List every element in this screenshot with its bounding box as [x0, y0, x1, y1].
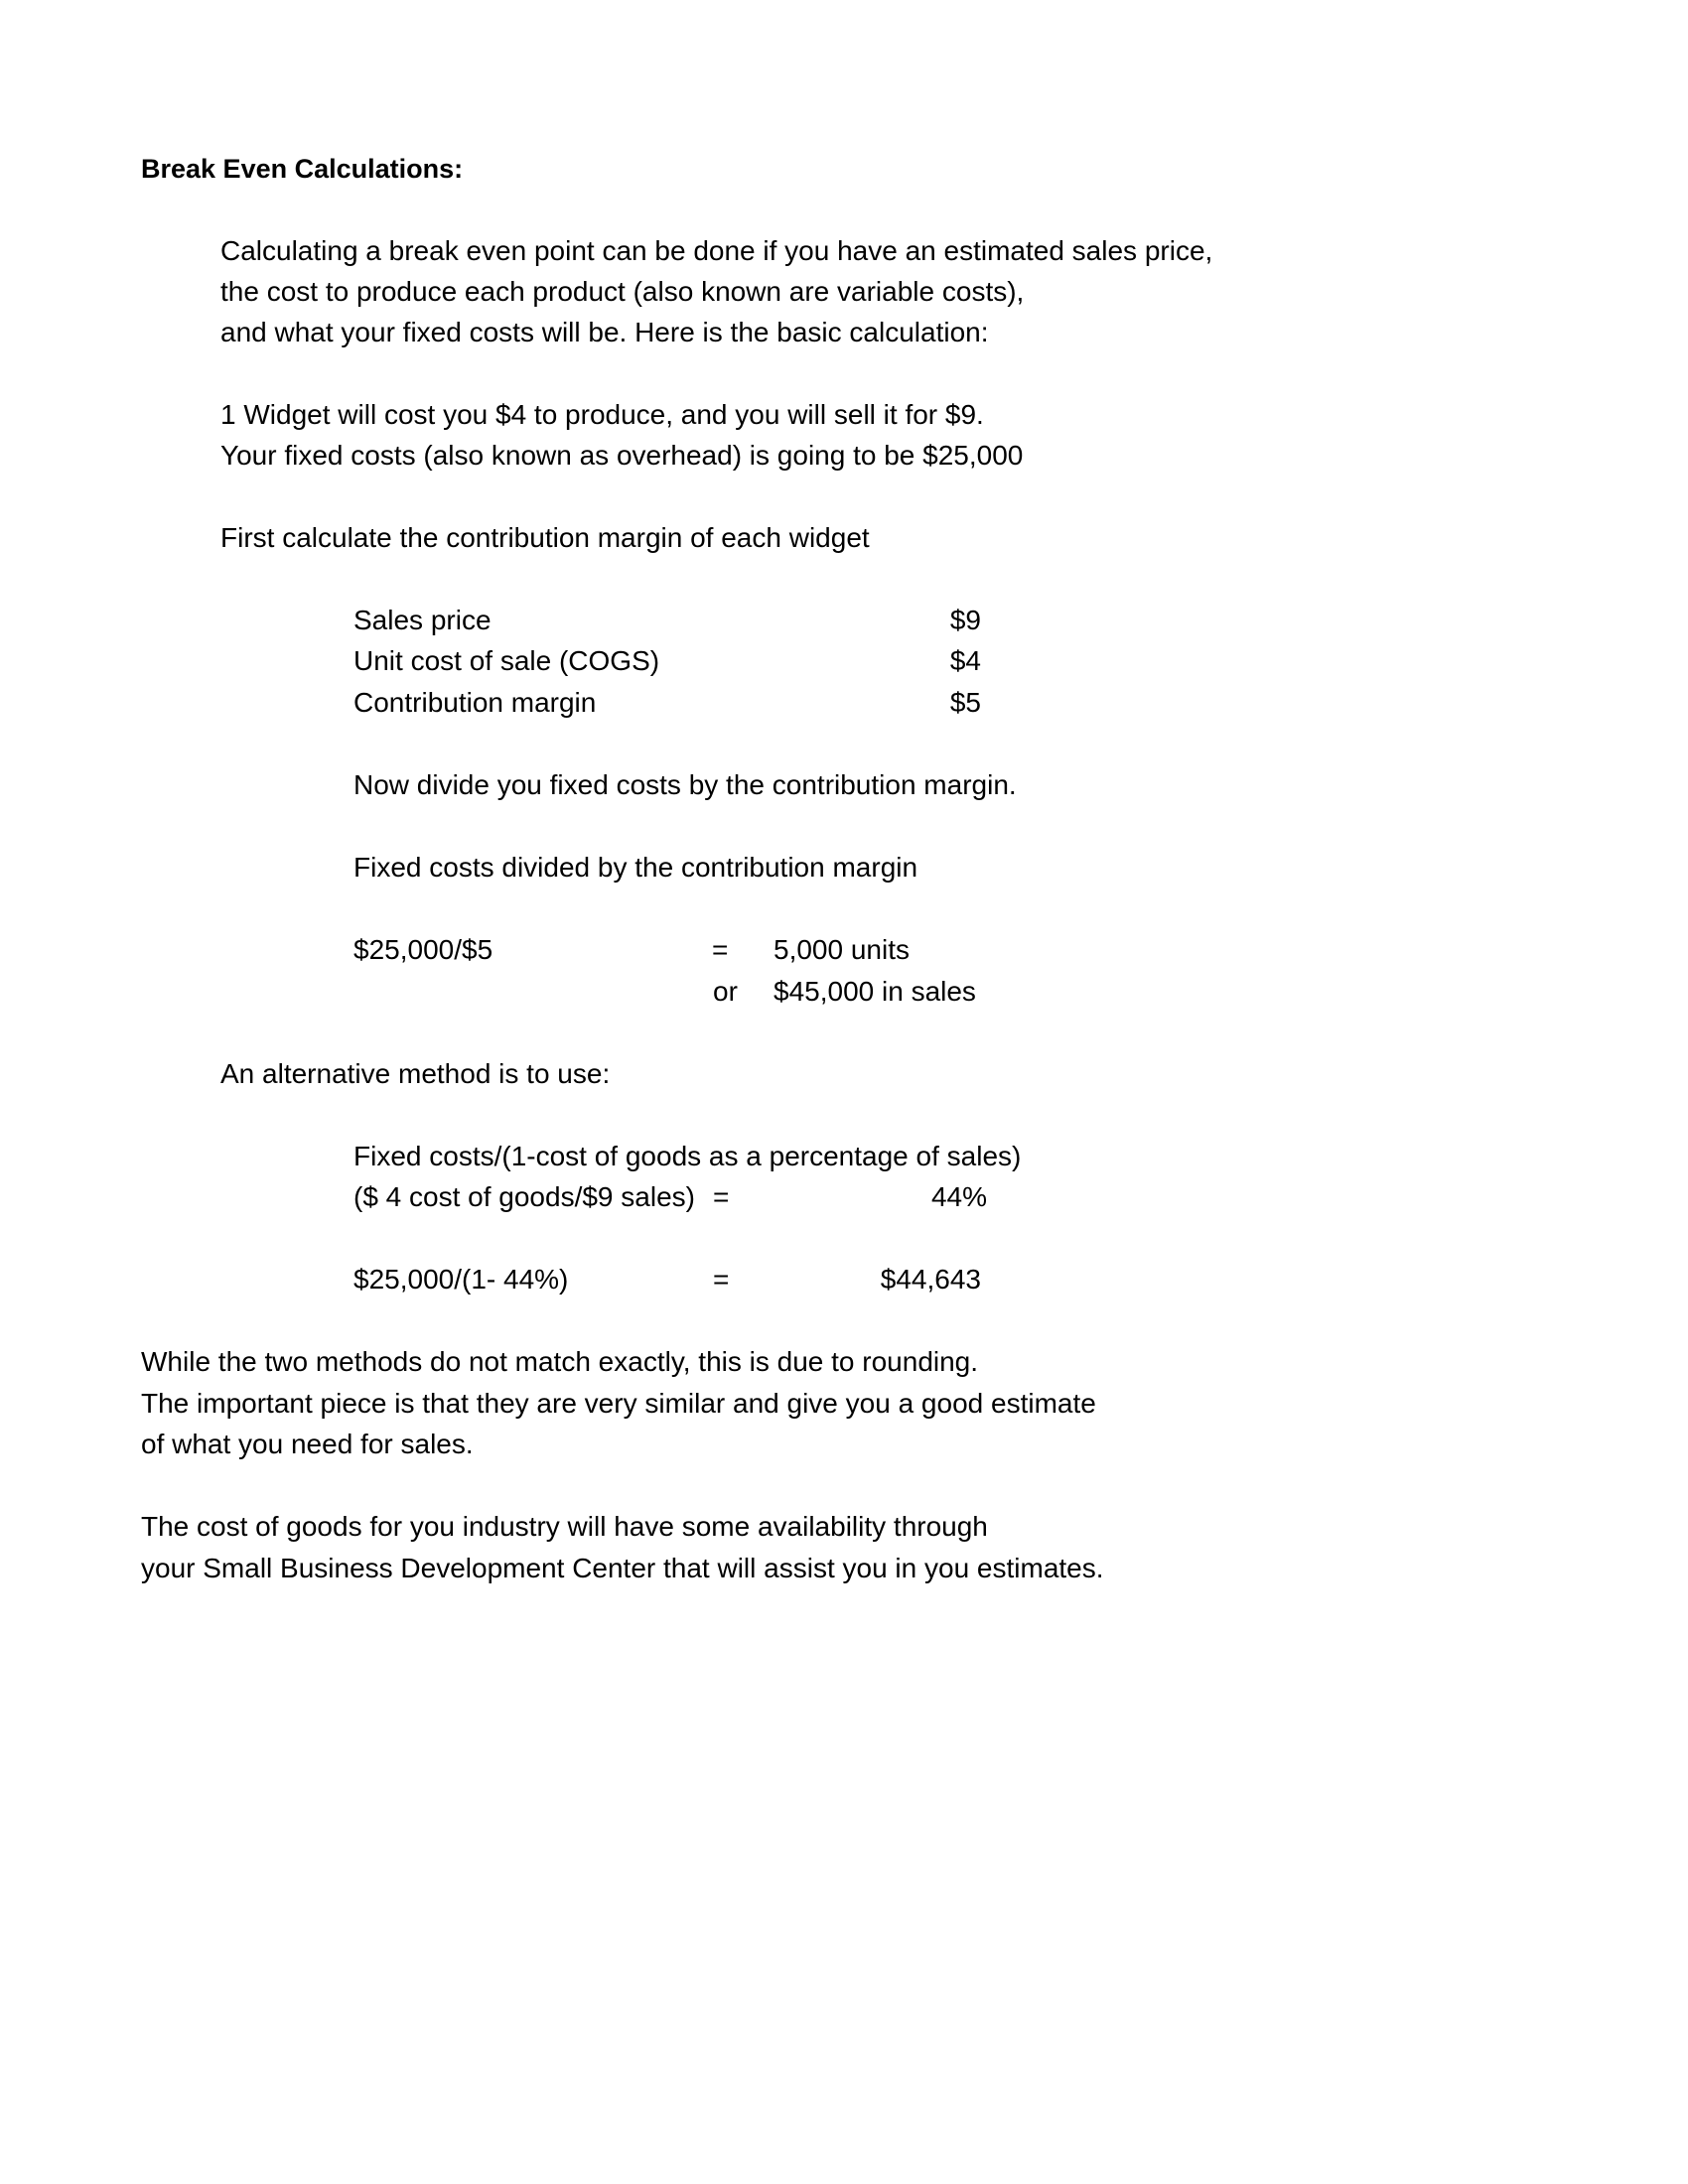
closing-line-1: The cost of goods for you industry will have some availability through	[141, 1511, 988, 1542]
division-or-text: or	[713, 976, 738, 1007]
divide-heading: Fixed costs divided by the contribution margin	[353, 852, 918, 883]
division-equals-sign: =	[712, 934, 729, 965]
ratio-result: 44%	[930, 1181, 987, 1212]
final-equals-sign: =	[713, 1264, 730, 1295]
margin-row-value-sales-price: $9	[949, 605, 981, 635]
margin-row-label-contribution-margin: Contribution margin	[353, 687, 597, 718]
example-line-1: 1 Widget will cost you $4 to produce, and you will sell it for $9.	[220, 399, 984, 430]
closing-line-2: your Small Business Development Center that will assist you in you estimates.	[141, 1553, 1104, 1583]
divide-instruction: Now divide you fixed costs by the contribution margin.	[353, 769, 1017, 800]
conclusion-line-3: of what you need for sales.	[141, 1429, 474, 1459]
conclusion-line-2: The important piece is that they are very similar and give you a good estimate	[141, 1388, 1096, 1419]
ratio-expression: ($ 4 cost of goods/$9 sales)	[353, 1181, 695, 1212]
alternative-formula: Fixed costs/(1-cost of goods as a percentage of sales)	[353, 1141, 1022, 1171]
margin-row-value-unit-cost: $4	[949, 645, 981, 676]
alternative-intro: An alternative method is to use:	[220, 1058, 611, 1089]
ratio-equals-sign: =	[713, 1181, 730, 1212]
conclusion-line-1: While the two methods do not match exactly, this is due to rounding.	[141, 1346, 979, 1377]
example-line-2: Your fixed costs (also known as overhead) is going to be $25,000	[220, 440, 1024, 471]
intro-line-3: and what your fixed costs will be. Here is the basic calculation:	[220, 317, 989, 347]
division-expression: $25,000/$5	[353, 934, 493, 965]
first-step-text: First calculate the contribution margin of each widget	[220, 522, 870, 553]
final-expression: $25,000/(1- 44%)	[353, 1264, 569, 1295]
division-result-sales: $45,000 in sales	[774, 976, 976, 1007]
final-result: $44,643	[880, 1264, 981, 1295]
division-result-units: 5,000 units	[774, 934, 910, 965]
margin-row-value-contribution-margin: $5	[949, 687, 981, 718]
intro-line-1: Calculating a break even point can be done if you have an estimated sales price,	[220, 235, 1213, 266]
intro-line-2: the cost to produce each product (also known are variable costs),	[220, 276, 1025, 307]
margin-row-label-sales-price: Sales price	[353, 605, 492, 635]
page-title: Break Even Calculations:	[141, 154, 464, 184]
margin-row-label-unit-cost: Unit cost of sale (COGS)	[353, 645, 660, 676]
